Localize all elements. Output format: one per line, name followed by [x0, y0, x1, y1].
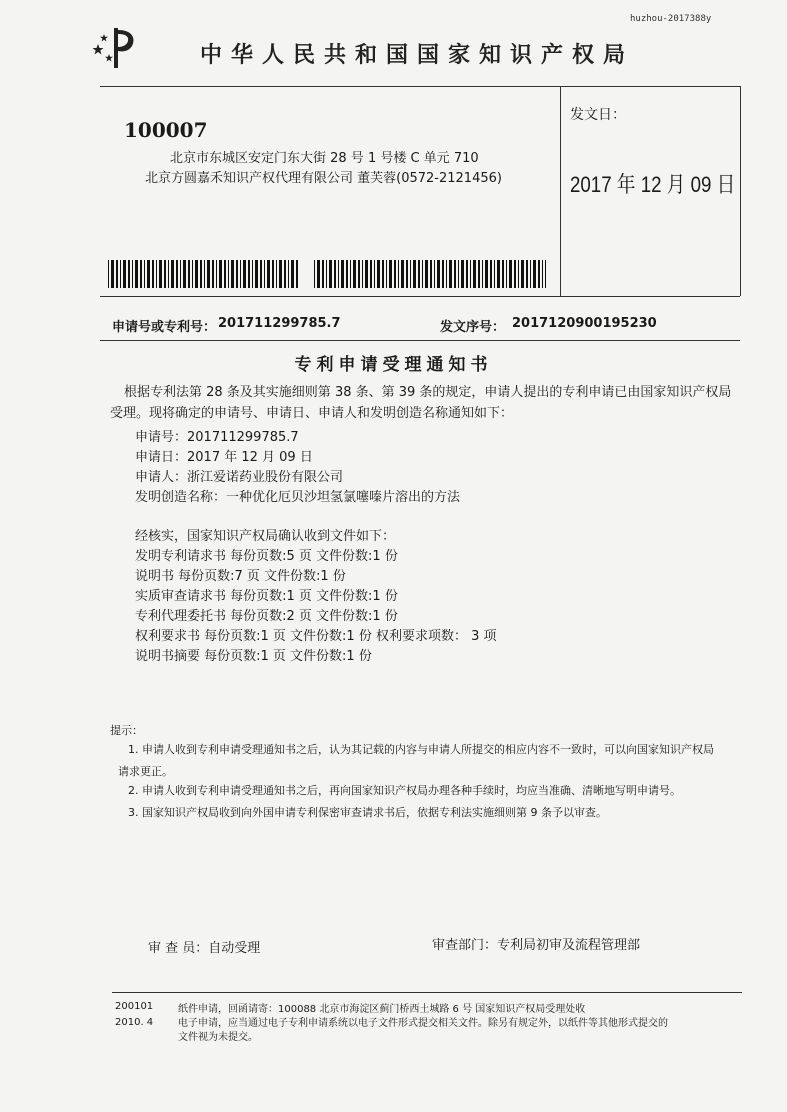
detail-application-date: 申请日：2017 年 12 月 09 日 [135, 450, 313, 465]
examiner: 审 查 员：自动受理 [148, 941, 261, 956]
footer-code-2: 2010. 4 [115, 1017, 154, 1028]
detail-application-number: 申请号：201711299785.7 [135, 430, 299, 445]
cnipa-logo-icon [92, 24, 138, 70]
send-date: 2017 年 12 月 09 日 [570, 172, 736, 197]
document-item: 说明书摘要 每份页数:1 页 文件份数:1 份 [135, 649, 372, 664]
document-item: 发明专利请求书 每份页数:5 页 文件份数:1 份 [135, 549, 398, 564]
document-item: 专利代理委托书 每份页数:2 页 文件份数:1 份 [135, 609, 398, 624]
note-1-line-1: 1. 申请人收到专利申请受理通知书之后，认为其记载的内容与申请人所提交的相应内容不一致时，可以向国家知识产权局 [128, 743, 714, 756]
document-item: 说明书 每份页数:7 页 文件份数:1 份 [135, 569, 346, 584]
recipient-address: 北京市东城区安定门东大街 28 号 1 号楼 C 单元 710 [170, 151, 479, 166]
recipient-agent: 北京方圆嘉禾知识产权代理有限公司 董芙蓉(0572-2121456) [145, 171, 502, 186]
footer-code-1: 200101 [115, 1001, 154, 1012]
address-divider [100, 296, 740, 297]
right-border [740, 86, 741, 296]
document-item: 实质审查请求书 每份页数:1 页 文件份数:1 份 [135, 589, 398, 604]
send-date-label: 发文日： [570, 107, 626, 123]
document-item: 权利要求书 每份页数:1 页 文件份数:1 份 权利要求项数： 3 项 [135, 629, 497, 644]
document-reference: huzhou-2017388y [630, 14, 712, 24]
application-number-label: 申请号或专利号： [112, 320, 217, 335]
vertical-divider [560, 86, 561, 296]
detail-invention-title: 发明创造名称：一种优化厄贝沙坦氢氯噻嗪片溶出的方法 [135, 490, 461, 505]
note-1-line-2: 请求更正。 [118, 765, 173, 778]
received-intro: 经核实，国家知识产权局确认收到文件如下： [135, 529, 396, 544]
barcode-right [314, 260, 546, 288]
footer-line-1: 纸件申请，回函请寄：100088 北京市海淀区蓟门桥西土城路 6 号 国家知识产权局受理处收 [178, 1004, 586, 1015]
detail-applicant: 申请人：浙江爱诺药业股份有限公司 [135, 470, 344, 485]
intro-line-1: 根据专利法第 28 条及其实施细则第 38 条、第 39 条的规定，申请人提出的专利申请已由国家知识产权局 [124, 385, 732, 400]
notes-label: 提示： [110, 724, 143, 737]
serial-number: 2017120900195230 [512, 316, 657, 331]
intro-line-2: 受理。现将确定的申请号、申请日、申请人和发明创造名称通知如下： [110, 406, 514, 421]
agency-name: 中华人民共和国国家知识产权局 [200, 43, 635, 68]
footer-divider [112, 992, 742, 993]
footer-line-2: 电子申请，应当通过电子专利申请系统以电子文件形式提交相关文件。除另有规定外，以纸件等其他形式提交的 [178, 1018, 668, 1029]
examination-department: 审查部门：专利局初审及流程管理部 [432, 938, 641, 953]
note-2: 2. 申请人收到专利申请受理通知书之后，再向国家知识产权局办理各种手续时，均应当准确、清晰地写明申请号。 [128, 784, 681, 797]
barcode-left [108, 260, 300, 288]
number-row-divider [100, 340, 740, 341]
postcode: 100007 [124, 118, 208, 142]
serial-number-label: 发文序号： [440, 320, 506, 335]
footer-line-3: 文件视为未提交。 [178, 1032, 258, 1043]
header-divider [100, 86, 740, 87]
application-number: 201711299785.7 [218, 316, 341, 331]
document-title: 专利申请受理通知书 [294, 355, 493, 375]
note-3: 3. 国家知识产权局收到向外国申请专利保密审查请求书后，依据专利法实施细则第 9 条予以审查。 [128, 806, 607, 819]
